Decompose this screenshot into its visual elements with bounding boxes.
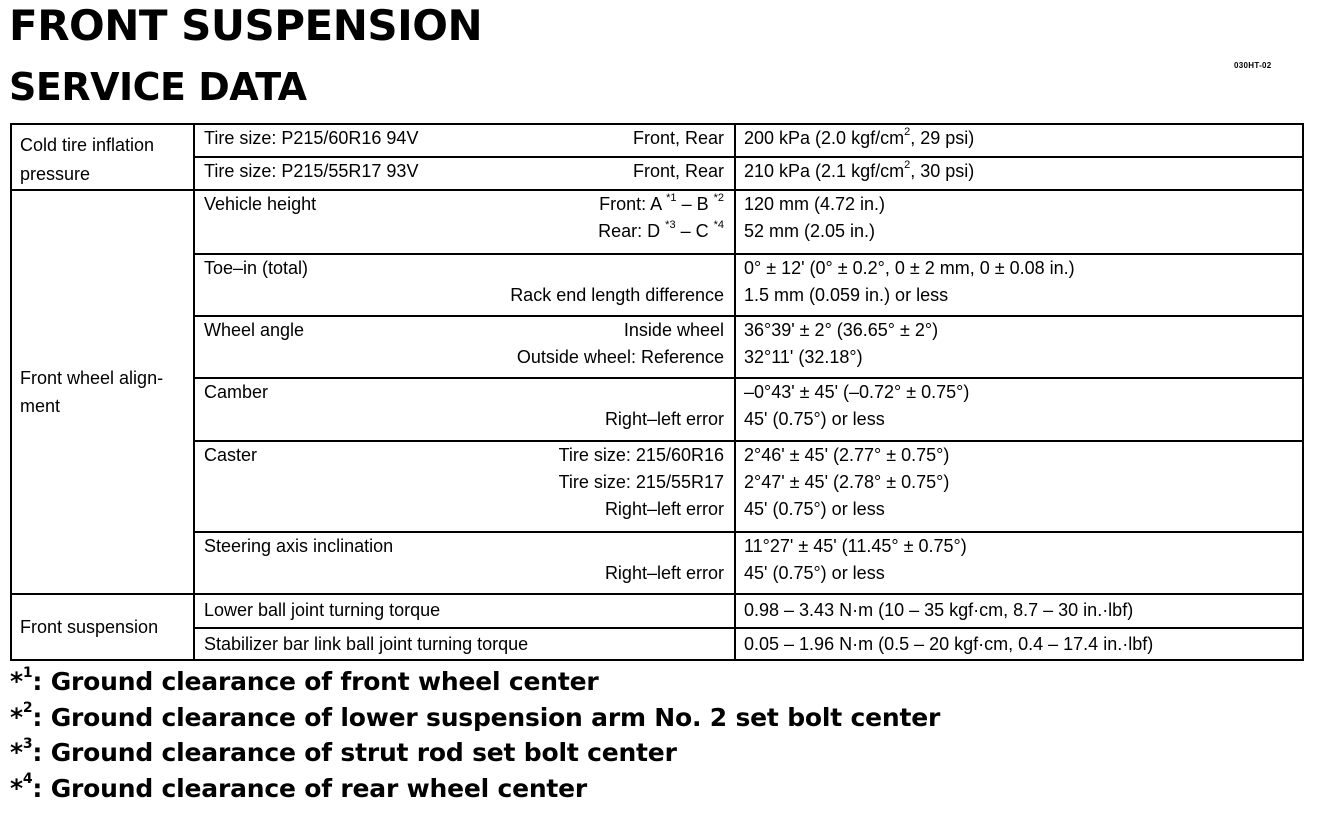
footnote: *$^4$: Ground clearance of rear wheel center bbox=[10, 771, 588, 803]
value-text: 52 mm (2.05 in.) bbox=[744, 221, 876, 241]
table-row bbox=[11, 594, 1303, 628]
value-cell bbox=[735, 157, 1303, 190]
value-text: 36°39' ± 2° (36.65° ± 2°) bbox=[744, 320, 939, 340]
footnote: *$^2$: Ground clearance of lower suspension arm No. 2 set bolt center bbox=[10, 700, 941, 732]
condition-label: Front, Rear bbox=[632, 161, 724, 181]
item-cell bbox=[194, 254, 735, 316]
item-cell bbox=[194, 594, 735, 628]
value-cell bbox=[735, 254, 1303, 316]
value-text: 0.05 – 1.96 N·m (0.5 – 20 kgf·cm, 0.4 – 17.4 in.·lbf) bbox=[744, 634, 1154, 654]
item-cell bbox=[194, 628, 735, 660]
table-row bbox=[11, 124, 1303, 157]
service-data-table bbox=[10, 123, 1304, 661]
value-text: 11°27' ± 45' (11.45° ± 0.75°) bbox=[744, 536, 967, 556]
item-label: Caster bbox=[204, 445, 258, 465]
value-cell bbox=[735, 628, 1303, 660]
item-cell bbox=[194, 378, 735, 441]
condition-label: Rack end length difference bbox=[510, 285, 724, 305]
table-row bbox=[11, 378, 1303, 441]
value-text: 0° ± 12' (0° ± 0.2°, 0 ± 2 mm, 0 ± 0.08 in.) bbox=[744, 258, 1075, 278]
item-cell bbox=[194, 190, 735, 254]
value-text: 2°46' ± 45' (2.77° ± 0.75°) bbox=[744, 445, 950, 465]
table-row bbox=[11, 316, 1303, 378]
item-label: Tire size: P215/55R17 93V bbox=[204, 161, 419, 181]
value-text: 45' (0.75°) or less bbox=[744, 499, 885, 519]
value-cell bbox=[735, 316, 1303, 378]
item-label: Vehicle height bbox=[204, 194, 317, 214]
condition-label: Front, Rear bbox=[632, 128, 724, 148]
value-text: 32°11' (32.18°) bbox=[744, 347, 863, 367]
value-text: –0°43' ± 45' (–0.72° ± 0.75°) bbox=[744, 382, 970, 402]
condition-label: Right–left error bbox=[604, 409, 724, 429]
value-text: 0.98 – 3.43 N·m (10 – 35 kgf·cm, 8.7 – 30 in.·lbf) bbox=[744, 600, 1134, 620]
page-title: FRONT SUSPENSION bbox=[9, 1, 483, 50]
value-text: 2°47' ± 45' (2.78° ± 0.75°) bbox=[744, 472, 950, 492]
table-row bbox=[11, 441, 1303, 532]
table-row bbox=[11, 190, 1303, 254]
section-title: SERVICE DATA bbox=[9, 65, 307, 109]
item-label: Tire size: P215/60R16 94V bbox=[204, 128, 419, 148]
table-row bbox=[11, 628, 1303, 660]
item-label: Toe–in (total) bbox=[204, 258, 309, 278]
value-cell bbox=[735, 441, 1303, 532]
value-text: 45' (0.75°) or less bbox=[744, 409, 885, 429]
item-cell bbox=[194, 532, 735, 594]
footnote: *$^3$: Ground clearance of strut rod set bolt center bbox=[10, 735, 677, 767]
value-text: 1.5 mm (0.059 in.) or less bbox=[744, 285, 949, 305]
value-text: 210 kPa (2.1 kgf/$cm^2$, 30 psi) bbox=[744, 159, 975, 181]
condition-label: Tire size: 215/60R16 bbox=[558, 445, 724, 465]
category-front-suspension: Front suspension bbox=[11, 594, 194, 660]
value-cell bbox=[735, 594, 1303, 628]
item-cell bbox=[194, 316, 735, 378]
category-tire-pressure: Cold tire inflation pressure bbox=[11, 124, 194, 190]
footnote: *$^1$: Ground clearance of front wheel center bbox=[10, 664, 599, 696]
value-text: 200 kPa (2.0 kgf/$cm^2$, 29 psi) bbox=[744, 126, 975, 148]
condition-label: Right–left error bbox=[604, 563, 724, 583]
value-text: 45' (0.75°) or less bbox=[744, 563, 885, 583]
condition-label: Right–left error bbox=[604, 499, 724, 519]
item-label: Steering axis inclination bbox=[204, 536, 394, 556]
value-cell bbox=[735, 532, 1303, 594]
item-cell bbox=[194, 441, 735, 532]
condition-label: Outside wheel: Reference bbox=[516, 347, 724, 367]
item-label: Stabilizer bar link ball joint turning torque bbox=[204, 634, 529, 654]
condition-label: Tire size: 215/55R17 bbox=[558, 472, 724, 492]
category-wheel-alignment: Front wheel align- ment bbox=[11, 190, 194, 594]
footnotes bbox=[10, 664, 940, 806]
item-cell bbox=[194, 157, 735, 190]
item-label: Wheel angle bbox=[204, 320, 305, 340]
document-code: 030HT-02 bbox=[1234, 61, 1272, 70]
item-cell bbox=[194, 124, 735, 157]
value-cell bbox=[735, 190, 1303, 254]
condition-label: Inside wheel bbox=[623, 320, 724, 340]
value-text: 120 mm (4.72 in.) bbox=[744, 194, 886, 214]
item-label: Lower ball joint turning torque bbox=[204, 600, 441, 620]
condition-label: Front: A $^{*1}$ – B $^{*2}$ bbox=[599, 192, 724, 214]
table-row bbox=[11, 254, 1303, 316]
value-cell bbox=[735, 378, 1303, 441]
item-label: Camber bbox=[204, 382, 269, 402]
table-row bbox=[11, 157, 1303, 190]
value-cell bbox=[735, 124, 1303, 157]
condition-label: Rear: D $^{*3}$ – C $^{*4}$ bbox=[598, 219, 724, 241]
table-row bbox=[11, 532, 1303, 594]
